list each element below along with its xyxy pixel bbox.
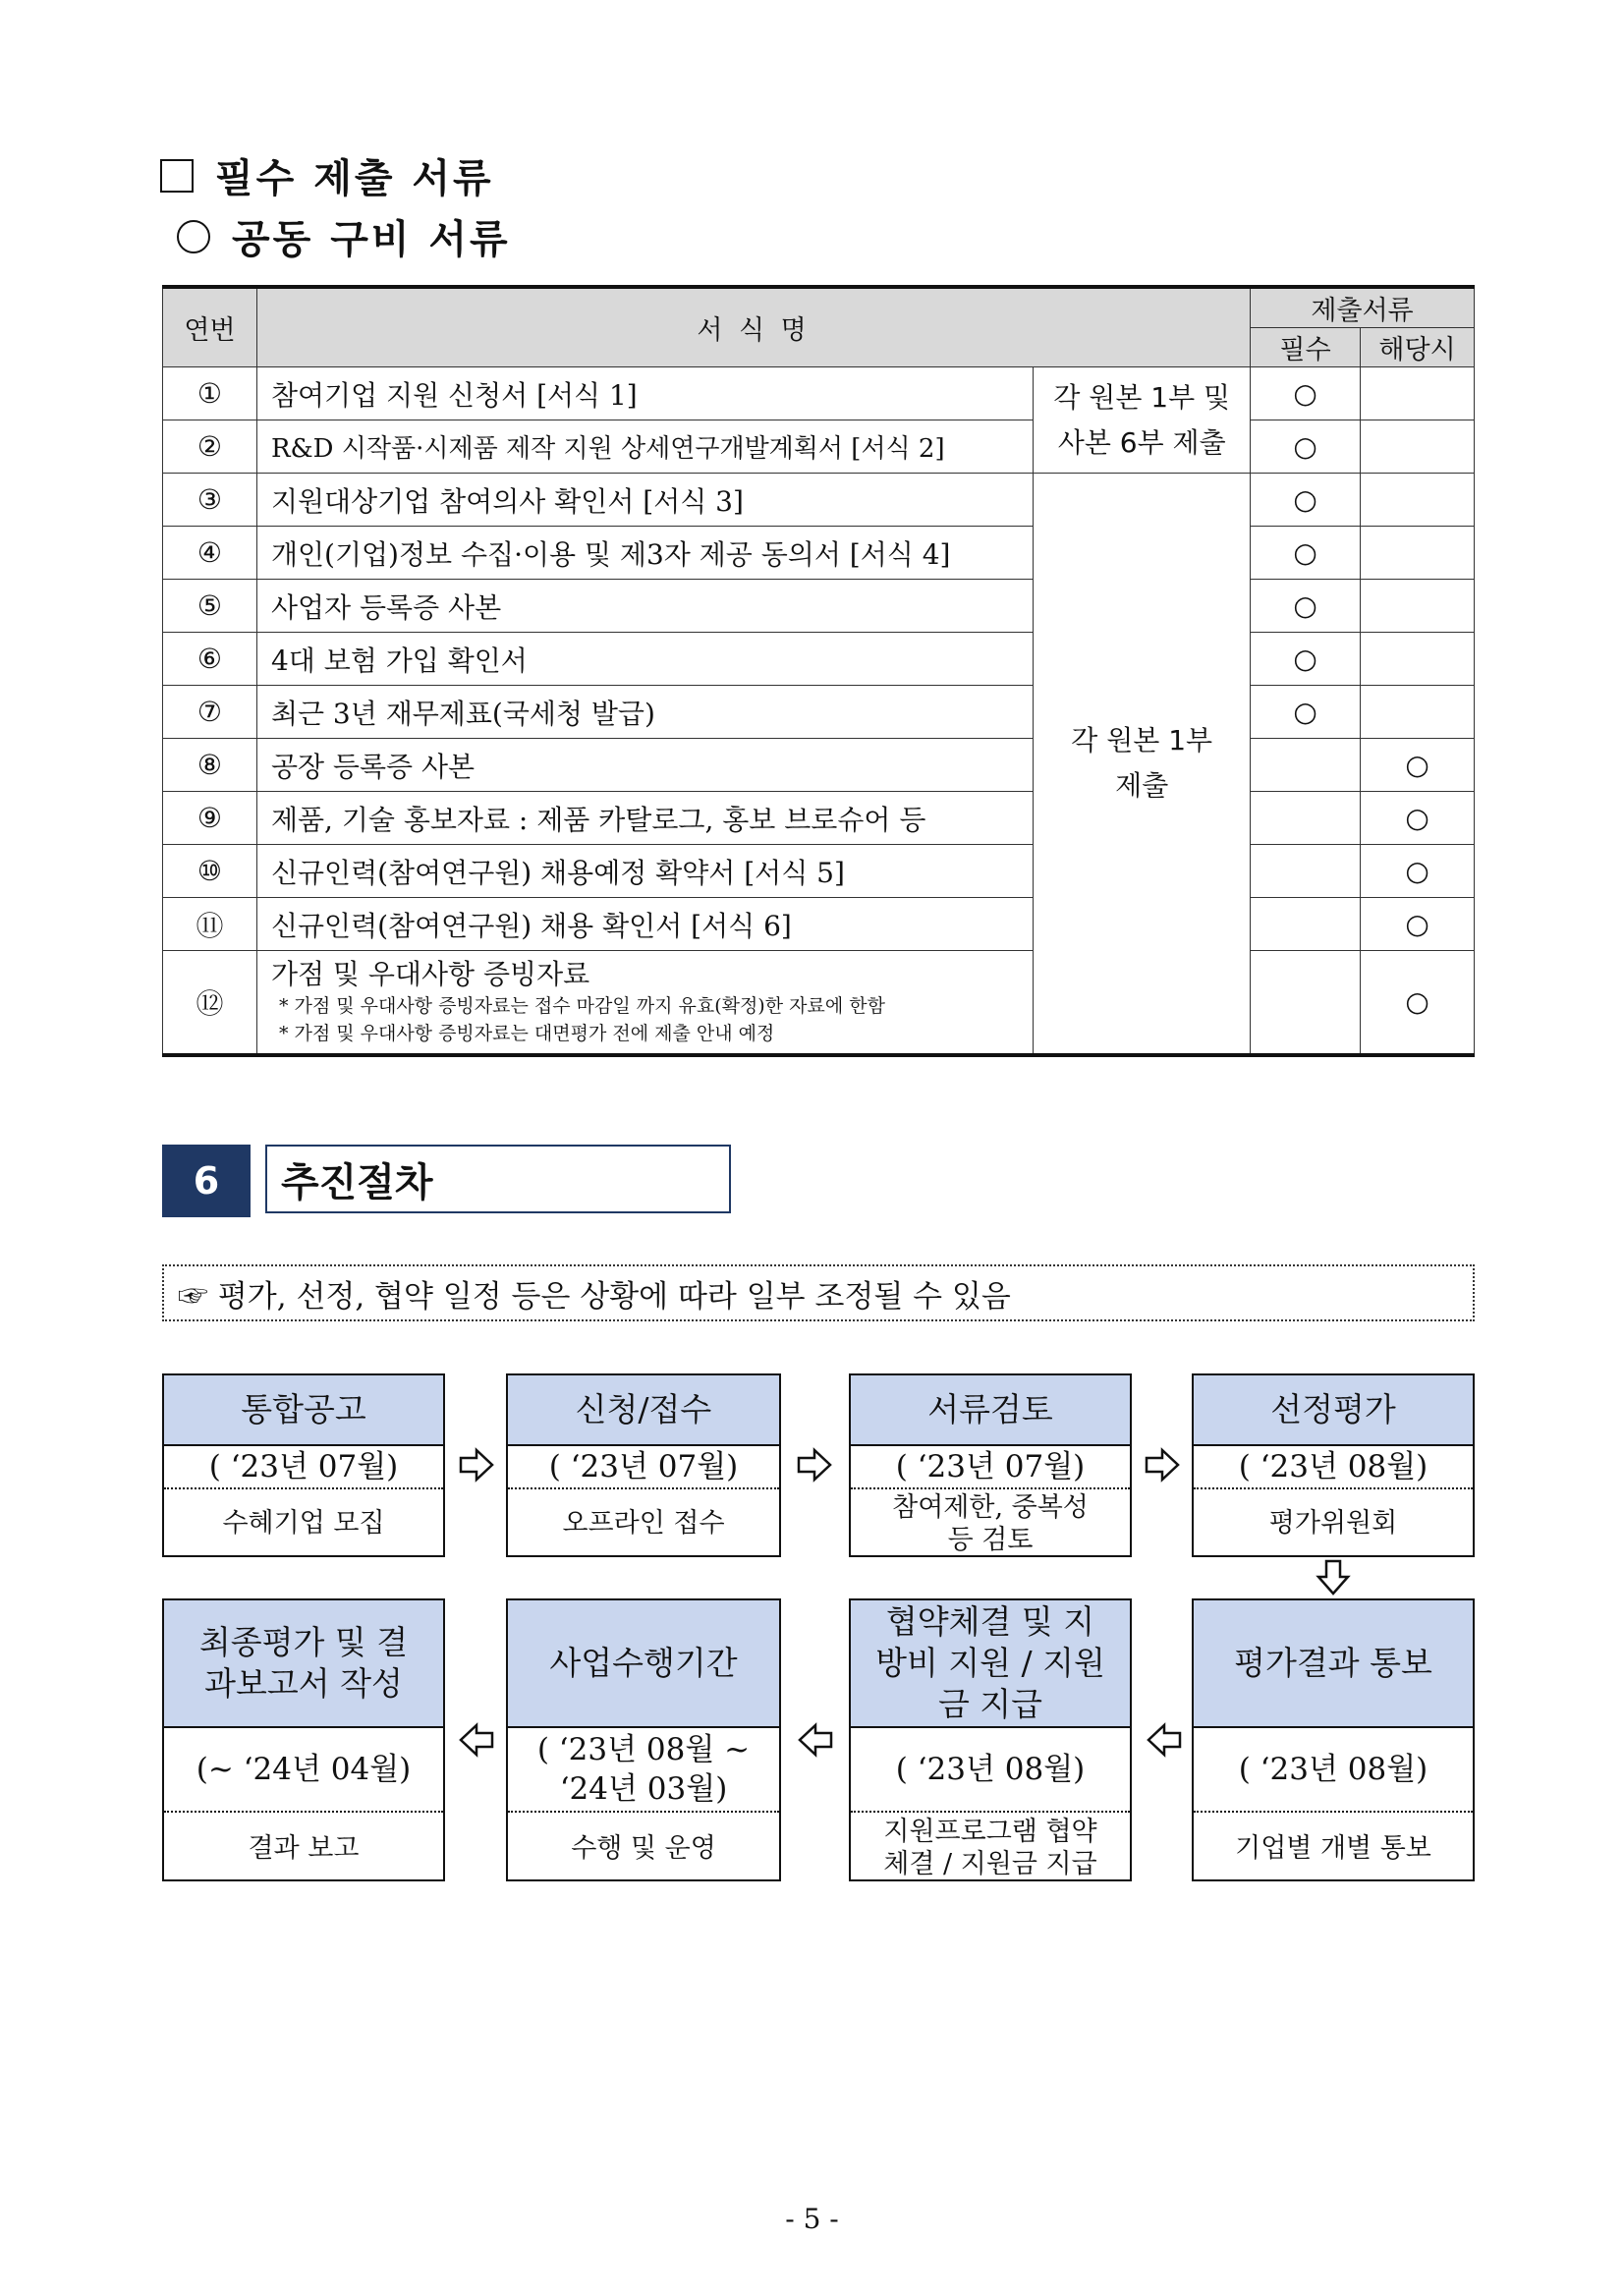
flow-step-title: 사업수행기간: [508, 1600, 779, 1728]
table-row: [163, 792, 1475, 845]
flow-step-desc: 오프라인 접수: [562, 1508, 725, 1539]
required-cell: [1251, 739, 1361, 792]
row-number: ④: [163, 527, 257, 580]
flow-step-desc: 수혜기업 모집: [222, 1508, 385, 1539]
row-number: ⑨: [163, 792, 257, 845]
row-name: 4대 보험 가입 확인서: [256, 633, 1033, 686]
arrow-left-icon: [796, 1720, 835, 1760]
flow-step-date: ( ‘23년 07월): [851, 1446, 1130, 1489]
row-name: 가점 및 우대사항 증빙자료: [270, 957, 590, 990]
subheading-text: 공동 구비 서류: [232, 217, 511, 262]
col-header-conditional: 해당시: [1361, 328, 1475, 367]
flow-step: [1192, 1373, 1475, 1557]
flow-step-date: (~ ‘24년 04월): [164, 1728, 443, 1813]
row-number: ⑧: [163, 739, 257, 792]
row-number: ⑫: [163, 951, 257, 1055]
table-row: [163, 845, 1475, 898]
required-mark: ○: [1251, 580, 1361, 633]
conditional-cell: [1361, 474, 1475, 527]
flow-step-date: ( ‘23년 07월): [508, 1446, 779, 1489]
row-note: * 가점 및 우대사항 증빙자료는 대면평가 전에 제출 안내 예정: [278, 1022, 775, 1044]
conditional-mark: ○: [1361, 792, 1475, 845]
flow-step-title: 최종평가 및 결과보고서 작성: [164, 1600, 443, 1728]
conditional-mark: ○: [1361, 739, 1475, 792]
flow-step: [849, 1373, 1132, 1557]
conditional-cell: [1361, 633, 1475, 686]
flow-step-desc: 지원프로그램 협약 체결 / 지원금 지급: [883, 1817, 1097, 1879]
row-number: ③: [163, 474, 257, 527]
row-name: 참여기업 지원 신청서 [서식 1]: [256, 367, 1033, 420]
flow-step-title: 평가결과 통보: [1194, 1600, 1473, 1728]
flow-step-date: ( ‘23년 08월): [1194, 1446, 1473, 1489]
table-row: [163, 580, 1475, 633]
table-row: [163, 420, 1475, 474]
flow-step-title: 통합공고: [164, 1375, 443, 1446]
flow-step-date: ( ‘23년 08월): [1194, 1728, 1473, 1813]
row-name: 신규인력(참여연구원) 채용 확인서 [서식 6]: [256, 898, 1033, 951]
subsection-heading: [177, 208, 511, 264]
conditional-mark: ○: [1361, 845, 1475, 898]
row-number: ⑤: [163, 580, 257, 633]
required-mark: ○: [1251, 474, 1361, 527]
section-heading: [160, 147, 494, 203]
heading-text: 필수 제출 서류: [215, 156, 494, 201]
table-row: [163, 474, 1475, 527]
flow-step-desc: 결과 보고: [248, 1832, 360, 1864]
flow-step-date: ( ‘23년 07월): [164, 1446, 443, 1489]
row-name: R&D 시작품·시제품 제작 지원 상세연구개발계획서 [서식 2]: [256, 420, 1033, 474]
conditional-cell: [1361, 580, 1475, 633]
flow-step-date: ( ‘23년 08월 ~ ‘24년 03월): [508, 1728, 779, 1813]
flow-step: [849, 1598, 1132, 1881]
row-name: 사업자 등록증 사본: [256, 580, 1033, 633]
row-number: ⑥: [163, 633, 257, 686]
table-row: [163, 367, 1475, 420]
row-number: ②: [163, 420, 257, 474]
required-mark: ○: [1251, 420, 1361, 474]
required-cell: [1251, 898, 1361, 951]
table-row: [163, 633, 1475, 686]
col-header-number: 연번: [163, 287, 257, 367]
conditional-cell: [1361, 527, 1475, 580]
arrow-right-icon: [795, 1445, 834, 1484]
row-name: 개인(기업)정보 수집·이용 및 제3자 제공 동의서 [서식 4]: [256, 527, 1033, 580]
submission-group-1: 각 원본 1부 및 사본 6부 제출: [1034, 367, 1251, 474]
arrow-right-icon: [457, 1445, 496, 1484]
conditional-cell: [1361, 420, 1475, 474]
arrow-down-icon: [1314, 1558, 1353, 1597]
flow-step-desc: 수행 및 운영: [571, 1832, 716, 1864]
row-number: ⑩: [163, 845, 257, 898]
section-title: 추진절차: [265, 1145, 731, 1213]
arrow-left-icon: [457, 1720, 496, 1760]
flow-step-desc: 평가위원회: [1268, 1508, 1398, 1539]
submission-group-2: [1034, 474, 1251, 1055]
conditional-mark: ○: [1361, 898, 1475, 951]
table-row: [163, 527, 1475, 580]
col-header-submit: 제출서류: [1251, 287, 1475, 328]
table-row: [163, 951, 1475, 1055]
circle-bullet-icon: [177, 220, 210, 253]
section-number: 6: [162, 1145, 251, 1217]
flow-step-title: 서류검토: [851, 1375, 1130, 1446]
conditional-cell: [1361, 686, 1475, 739]
submission-group-2-text: 각 원본 1부 제출: [1071, 723, 1213, 802]
schedule-notice: ☞ 평가, 선정, 협약 일정 등은 상황에 따라 일부 조정될 수 있음: [162, 1264, 1475, 1321]
square-bullet-icon: [160, 159, 194, 193]
flow-step-title: 협약체결 및 지방비 지원 / 지원금 지급: [851, 1600, 1130, 1728]
required-cell: [1251, 792, 1361, 845]
row-name: 제품, 기술 홍보자료 : 제품 카탈로그, 홍보 브로슈어 등: [256, 792, 1033, 845]
arrow-left-icon: [1145, 1720, 1184, 1760]
row-name-cell: [256, 951, 1033, 1055]
flow-step-desc: 기업별 개별 통보: [1235, 1832, 1431, 1864]
row-name: 지원대상기업 참여의사 확인서 [서식 3]: [256, 474, 1033, 527]
table-row: [163, 739, 1475, 792]
flow-step-desc: 참여제한, 중복성 등 검토: [892, 1491, 1089, 1555]
conditional-mark: ○: [1361, 951, 1475, 1055]
flow-step-title: 선정평가: [1194, 1375, 1473, 1446]
required-cell: [1251, 845, 1361, 898]
flow-step: [1192, 1598, 1475, 1881]
required-mark: ○: [1251, 633, 1361, 686]
required-mark: ○: [1251, 527, 1361, 580]
required-documents-table: [162, 285, 1475, 1057]
row-number: ①: [163, 367, 257, 420]
required-mark: ○: [1251, 686, 1361, 739]
table-row: [163, 686, 1475, 739]
row-name: 최근 3년 재무제표(국세청 발급): [256, 686, 1033, 739]
conditional-cell: [1361, 367, 1475, 420]
row-note: * 가점 및 우대사항 증빙자료는 접수 마감일 까지 유효(확정)한 자료에 한함: [278, 994, 885, 1017]
flow-step-date: ( ‘23년 08월): [851, 1728, 1130, 1813]
arrow-right-icon: [1143, 1445, 1182, 1484]
row-number: ⑪: [163, 898, 257, 951]
required-mark: ○: [1251, 367, 1361, 420]
row-name: 신규인력(참여연구원) 채용예정 확약서 [서식 5]: [256, 845, 1033, 898]
flow-step: [506, 1598, 781, 1881]
page-number: - 5 -: [785, 2203, 839, 2235]
col-header-required: 필수: [1251, 328, 1361, 367]
flow-step: [162, 1598, 445, 1881]
flow-step: [162, 1373, 445, 1557]
row-name: 공장 등록증 사본: [256, 739, 1033, 792]
flow-step: [506, 1373, 781, 1557]
row-number: ⑦: [163, 686, 257, 739]
col-header-name: 서 식 명: [256, 287, 1250, 367]
table-row: [163, 898, 1475, 951]
flow-step-title: 신청/접수: [508, 1375, 779, 1446]
required-cell: [1251, 951, 1361, 1055]
